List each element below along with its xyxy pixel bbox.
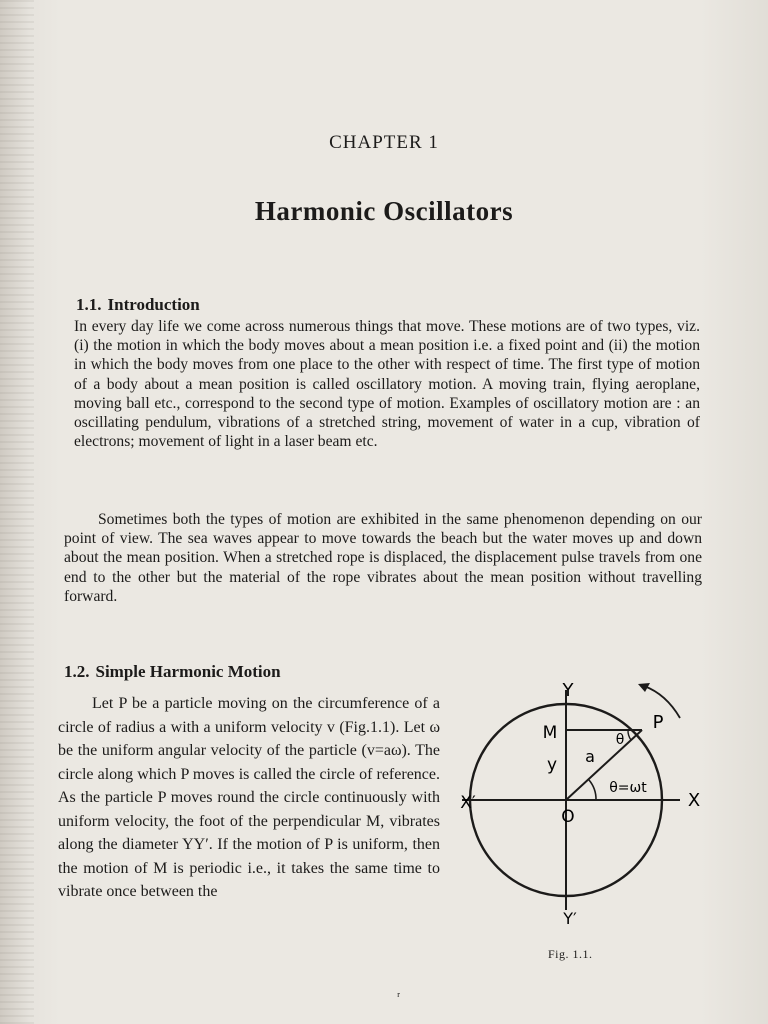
angle-arc-p	[628, 730, 631, 740]
section-number: 1.2.	[64, 662, 90, 681]
footer-mark: ʳ	[397, 990, 401, 1005]
label-origin: O	[561, 807, 575, 827]
page-title: Harmonic Oscillators	[254, 196, 514, 226]
chapter-label: CHAPTER 1	[329, 132, 439, 153]
shm-paragraph	[58, 692, 440, 904]
intro-paragraph-2-text: Sometimes both the types of motion are exhibited in the same phenomenon depending on our point of view. The sea waves appear to move towards the beach but the water moves up and down about the mean position. When a stretched rope is displaced, the displacement pulse travels from one end to the other but the material of the rope vibrates about the mean position without travelling forward.	[64, 511, 702, 605]
label-x-right: X	[687, 790, 701, 811]
section-title: Introduction	[107, 295, 200, 314]
angle-arc-origin	[589, 780, 596, 800]
section-number: 1.1.	[76, 295, 102, 314]
label-y-bottom: Y′	[563, 909, 577, 928]
figure-caption: Fig. 1.1.	[548, 947, 593, 961]
shm-paragraph-text: Let P be a particle moving on the circumference of a circle of radius a with a uniform velocity v (Fig.1.1). Let ω be the uniform angular velocity of the particle (v=aω). The circle along which P moves is called the circle of reference. As the particle P moves round the circle continuously with uniform velocity, the foot of the perpendicular M, vibrates along the diameter YY′. If the motion of P is uniform, then the motion of M is periodic i.e., it takes the same time to vibrate once between the	[58, 695, 440, 900]
section-title: Simple Harmonic Motion	[95, 662, 281, 681]
label-x-left: X′	[460, 793, 476, 813]
intro-paragraph-2	[64, 510, 702, 606]
circle-of-reference-figure	[448, 672, 720, 944]
label-y-top: Y	[562, 680, 574, 701]
section-heading-shm	[64, 662, 281, 682]
intro-paragraph-1: In every day life we come across numerous things that move. These motions are of two types, viz. (i) the motion in which the body moves about a mean position i.e. a fixed point and (ii) the motion in which the body moves from one place to the other with respect of time. The first type of motion of a body about a mean position is called oscillatory motion. A moving train, flying aeroplane, moving ball etc., correspond to the second type of motion. Examples of oscillatory motion are : an oscillating pendulum, vibrations of a stretched string, movement of water in a cup, vibration of electrons; movement of light in a laser beam etc.	[74, 318, 700, 451]
label-point-p: P	[652, 712, 664, 733]
section-heading-introduction	[76, 295, 200, 315]
label-theta: θ	[615, 732, 625, 748]
label-y: y	[546, 755, 558, 775]
label-theta-equation: θ=ωt	[609, 780, 647, 796]
label-radius-a: a	[585, 747, 595, 766]
label-point-m: M	[542, 723, 558, 743]
